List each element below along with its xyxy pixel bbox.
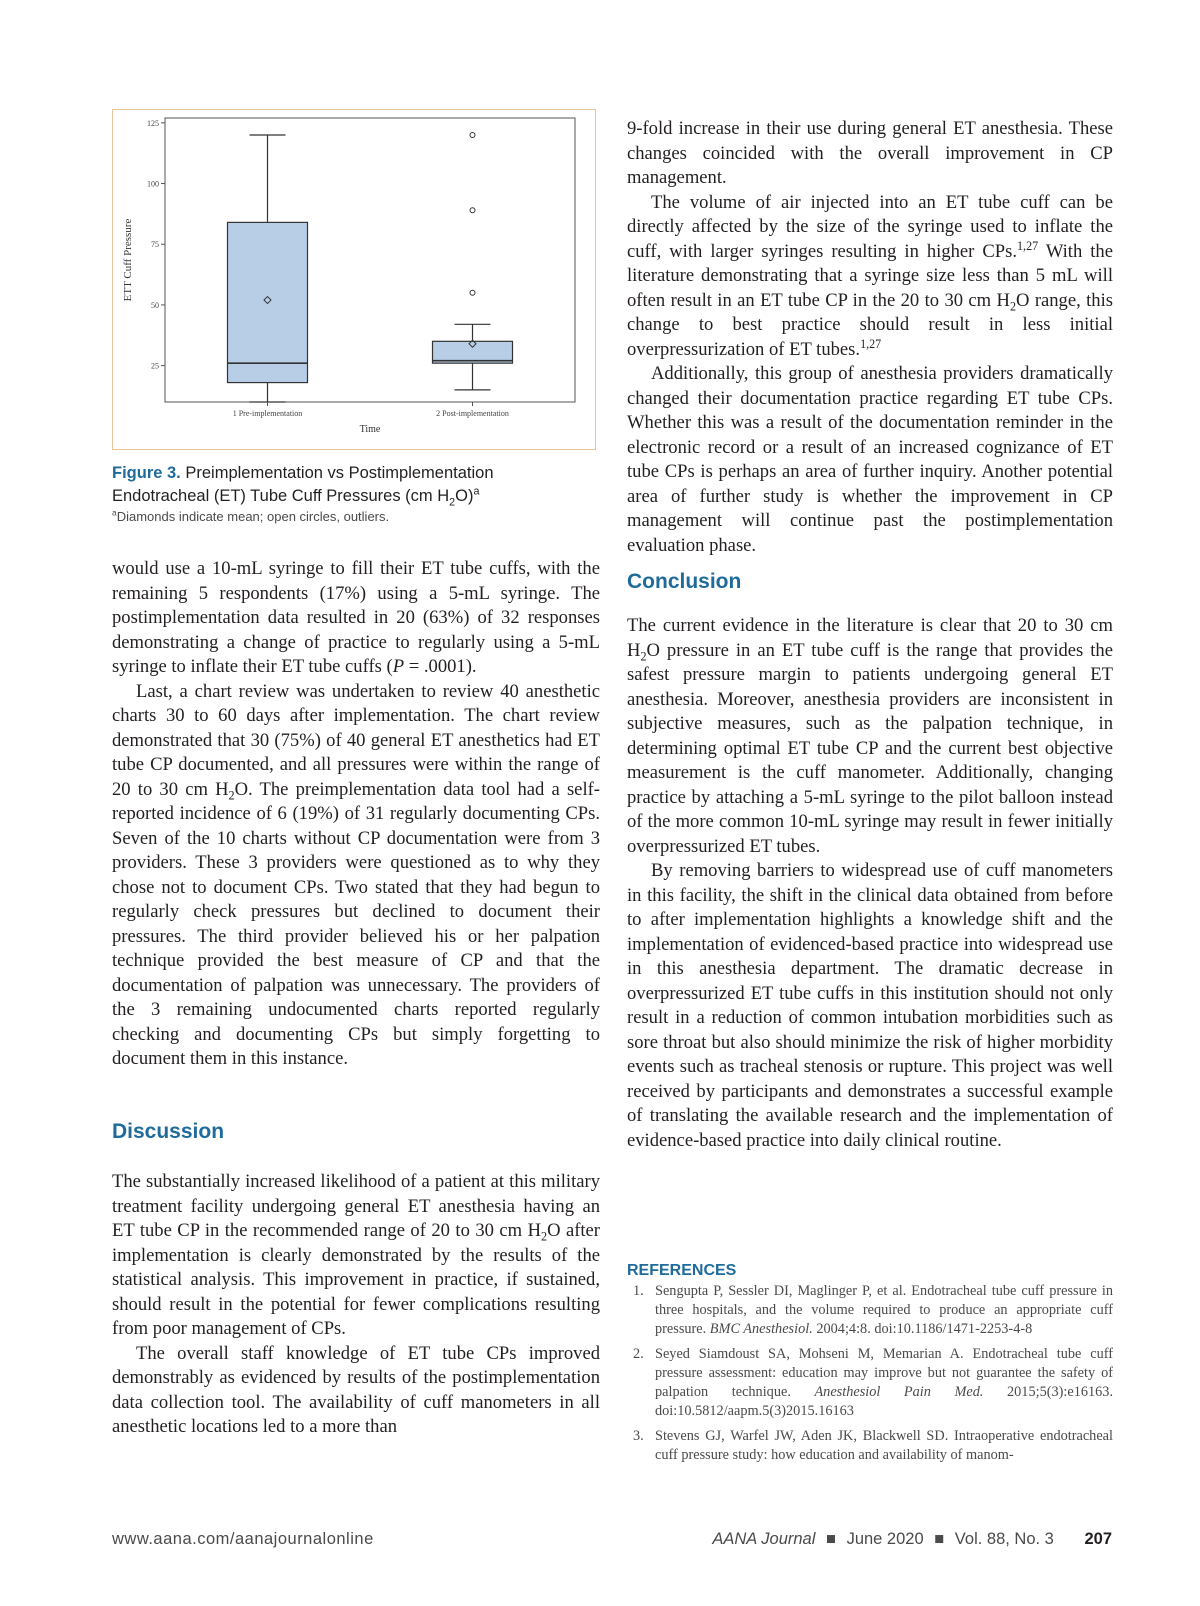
paragraph: 9-fold increase in their use during general ET anesthesia. These changes coincided with the overall improvement in CP management.	[627, 118, 1113, 188]
reference-item	[627, 1345, 1113, 1421]
page-number: 207	[1084, 1530, 1112, 1548]
x-tick-label: 2 Post-implementation	[436, 409, 509, 418]
conclusion-heading: Conclusion	[627, 570, 742, 593]
caption-line-1	[112, 462, 602, 485]
outlier-point	[470, 290, 475, 295]
x-tick-label: 1 Pre-implementation	[232, 409, 303, 418]
footer-journal-info	[712, 1530, 1112, 1549]
box-plot-svg	[113, 110, 597, 451]
reference-number: 3.	[633, 1428, 644, 1444]
footer-url: www.aana.com/aanajournalonline	[112, 1530, 374, 1548]
outlier-point	[470, 208, 475, 213]
boxes-group	[228, 132, 513, 402]
paragraph	[112, 1170, 600, 1342]
caption-sub: 2	[449, 496, 456, 509]
left-column-results	[112, 557, 600, 1072]
caption-sup: a	[473, 485, 480, 498]
text-run: 2004;4:8. doi:10.1186/1471-2253-4-8	[812, 1321, 1033, 1337]
y-tick-label: 50	[151, 300, 159, 310]
text-run: O after implementation is clearly demonstrated by the results of the statistical analysis. This improvement in practice, if sustained, should result in the potential for fewer complications resulting from poor management of CPs.	[112, 1220, 601, 1339]
subscript: 2	[541, 1229, 548, 1244]
subscript: 2	[228, 788, 235, 803]
issue-date: June 2020	[846, 1530, 924, 1548]
caption-title-2: Endotracheal (ET) Tube Cuff Pressures (cm H	[112, 487, 450, 505]
separator-square: ■	[934, 1530, 945, 1548]
text-run: 2015;5(3):e16163. doi:10.5812/aapm.5(3)2015.16163	[655, 1384, 1114, 1419]
separator-square: ■	[826, 1530, 836, 1548]
reference-item	[627, 1427, 1113, 1465]
box-iqr	[228, 222, 308, 382]
figure-label: Figure 3.	[112, 464, 181, 482]
text-run: The volume of air injected into an ET tube cuff can be directly affected by the size of the syringe used to inflate the cuff, with larger syringes resulting in higher CPs.	[627, 191, 1113, 262]
y-tick-label: 75	[151, 240, 159, 250]
y-axis	[147, 119, 165, 371]
text-run: would use a 10-mL syringe to fill their ET tube cuffs, with the remaining 5 respondents (17%) using a 5-mL syringe. The postimplementation data resulted in 20 (63%) of 32 responses demonstrating a change of practice to regularly using a 5-mL syringe to inflate their ET tube cuffs (	[112, 558, 600, 677]
paragraph	[627, 614, 1113, 859]
box-iqr	[433, 341, 513, 363]
text-run: The current evidence in the literature is clear that 20 to 30 cm H	[627, 615, 1113, 661]
references-list	[627, 1282, 1113, 1471]
text-run: Last, a chart review was undertaken to review 40 anesthetic charts 30 to 60 days after implementation. The chart review demonstrated that 30 (75%) of 40 general ET anesthetics had ET tube CP documented, and all pressures were within the range of 20 to 30 cm H	[112, 680, 600, 800]
subscript: 2	[640, 649, 647, 664]
paragraph	[112, 557, 600, 680]
journal-name: BMC Anesthesiol.	[709, 1321, 813, 1337]
paragraph: Additionally, this group of anesthesia providers dramatically changed their documentation practice regarding ET tube CPs. Whether this was a result of the documentation reminder in the electronic record or a result of an increased cognizance of ET tube CPs is perhaps an area of further inquiry. Another potential area of further study is whether the improvement in CP management will continue past the postimplementation evaluation phase.	[627, 363, 1113, 556]
superscript: 1,27	[860, 336, 882, 351]
caption-note	[112, 508, 602, 526]
text-run: Sengupta P, Sessler DI, Maglinger P, et al. Endotracheal tube cuff pressure in three hospitals, and the volume required to produce an appropriate cuff pressure.	[655, 1283, 1113, 1337]
paragraph	[112, 680, 600, 1072]
text-run: O pressure in an ET tube cuff is the range that provides the safest pressure margin to patients undergoing general ET anesthesia. Moreover, anesthesia providers are inconsistent in subjective measures, such as the palpation technique, in determining optimal ET tube CP and the current best objective measurement is the cuff manometer. Additionally, changing practice by attaching a 5-mL syringe to the pilot balloon instead of the more common 10-mL syringe may result in fewer initially overpressurized ET tubes.	[627, 639, 1113, 857]
right-column-discussion	[627, 117, 1113, 558]
y-tick-label: 100	[147, 179, 159, 189]
y-tick-label: 25	[151, 361, 159, 371]
y-tick-label: 125	[147, 118, 159, 128]
text-run: P	[392, 656, 405, 677]
plot-frame	[165, 118, 575, 402]
caption-title-3: O)	[455, 487, 474, 505]
text-run: Seyed Siamdoust SA, Mohseni M, Memarian A. Endotracheal tube cuff pressure assessment: education may improve but not guarantee the safety of palpation technique.	[655, 1346, 1113, 1400]
note-sup: a	[112, 507, 117, 518]
caption-line-2	[112, 485, 602, 508]
figure-caption	[112, 462, 602, 526]
journal-title: AANA Journal	[712, 1530, 816, 1548]
superscript: 1,27	[1017, 238, 1039, 253]
outlier-point	[470, 132, 475, 137]
right-column-conclusion	[627, 614, 1113, 1153]
paragraph: The overall staff knowledge of ET tube CPs improved demonstrably as evidenced by results of the postimplementation data collection tool. The availability of cuff manometers in all anesthetic locations led to a more than	[112, 1342, 600, 1437]
x-axis-label: Time	[359, 424, 381, 435]
text-run: The substantially increased likelihood of a patient at this military treatment facility undergoing general ET anesthesia having an ET tube CP in the recommended range of 20 to 30 cm H	[112, 1171, 600, 1241]
reference-item	[627, 1282, 1113, 1339]
text-run: O range, this change to best practice should result in less initial overpressurization of ET tubes.	[627, 289, 1114, 360]
note-text: Diamonds indicate mean; open circles, outliers.	[116, 509, 390, 524]
figure-3-box-plot	[112, 109, 596, 450]
subscript: 2	[1009, 299, 1016, 314]
text-run: O. The preimplementation data tool had a self-reported incidence of 6 (19%) of 31 regularly documenting CPs. Seven of the 10 charts without CP documentation were from 3 providers. These 3 providers were questioned as to why they chose not to document CPs. Two stated that they had begun to regularly check pressures but declined to document their pressures. The third provider believed his or her palpation technique provided the best measure of CP and that the documentation of palpation was unnecessary. The providers of the 3 remaining undocumented charts reported regularly checking and documenting CPs but simply forgetting to document them in this instance.	[112, 778, 600, 1069]
text-run: Stevens GJ, Warfel JW, Aden JK, Blackwell SD. Intraoperative endotracheal cuff pressure study: how education and availability of manom-	[655, 1428, 1113, 1463]
discussion-heading: Discussion	[112, 1120, 225, 1143]
reference-number: 2.	[633, 1346, 644, 1362]
paragraph	[627, 191, 1113, 363]
y-axis-label: ETT Cuff Pressure	[122, 218, 134, 302]
journal-name: Anesthesiol Pain Med.	[814, 1384, 984, 1400]
left-column-discussion	[112, 1170, 600, 1440]
references-heading: REFERENCES	[627, 1262, 737, 1279]
x-axis	[233, 402, 509, 418]
paragraph: By removing barriers to widespread use of cuff manometers in this facility, the shift in the clinical data obtained from before to after implementation highlights a knowledge shift and the implementation of evidenced-based practice into widespread use in this anesthesia department. The dramatic decrease in overpressurized ET tube cuffs in this institution should not only result in a reduction of common intubation morbidities such as sore throat but also should minimize the risk of higher morbidity events such as tracheal stenosis or rupture. This project was well received by participants and demonstrates a successful example of translating the available research and the implementation of evidence-based practice into daily clinical routine.	[627, 860, 1113, 1151]
reference-number: 1.	[633, 1283, 644, 1299]
text-run: = .0001).	[404, 656, 477, 677]
caption-title-1: Preimplementation vs Postimplementation	[185, 464, 494, 482]
text-run: With the literature demonstrating that a syringe size less than 5 mL will often result in an ET tube CP in the 20 to 30 cm H	[627, 240, 1113, 311]
volume-number: Vol. 88, No. 3	[954, 1530, 1054, 1548]
